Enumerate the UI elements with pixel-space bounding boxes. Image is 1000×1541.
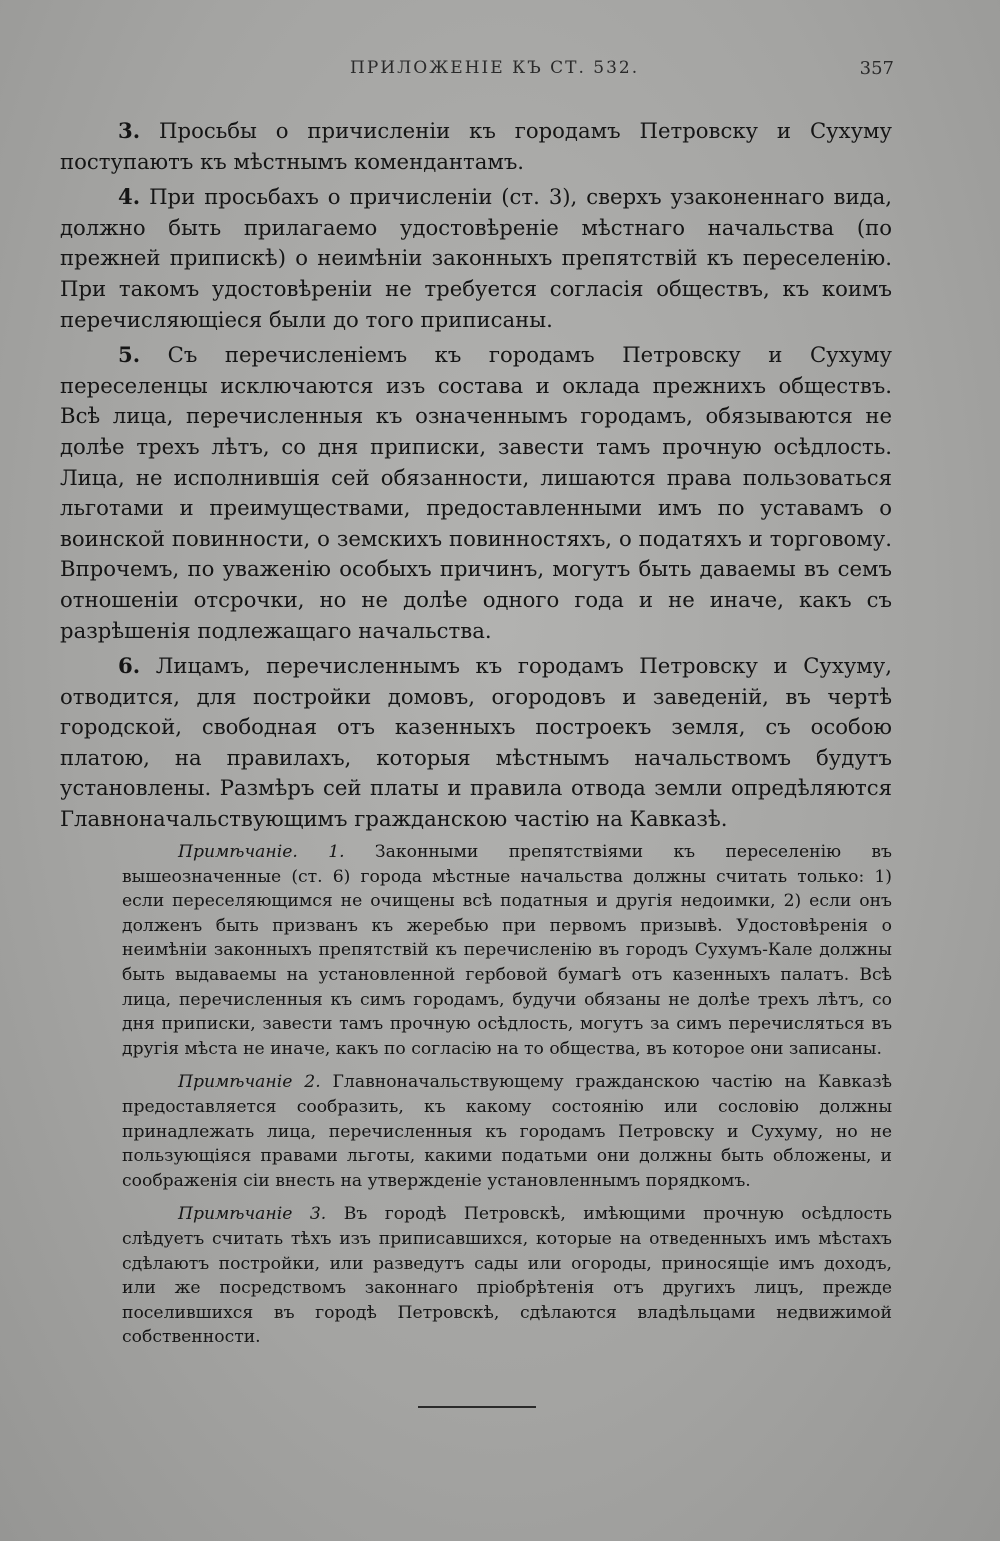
- main-text: [60, 116, 892, 840]
- page-number: 357: [859, 58, 894, 79]
- note-2: [122, 1070, 892, 1193]
- article-6: [60, 651, 892, 835]
- page-header: [60, 58, 894, 88]
- end-rule: [418, 1406, 536, 1408]
- note-3: [122, 1202, 892, 1350]
- note-label: Примѣчаніе. 1.: [178, 842, 345, 862]
- article-3: [60, 116, 892, 177]
- note-label: Примѣчаніе 3.: [178, 1204, 327, 1225]
- note-text: Главноначальствующему гражданскою частію на Кавказѣ предоставляется сообразить, къ какому состоянію или сословію должны принадлежать лица, перечисленныя къ городамъ Петровску и Сухуму, но не пользующіяся правами льготы, какими податьми они должны быть обложены, и соображенія сіи внесть на утвержденіе установленнымъ порядкомъ.: [122, 1072, 892, 1191]
- article-number: 6.: [118, 653, 141, 679]
- article-text: Лицамъ, перечисленнымъ къ городамъ Петровску и Сухуму, отводится, для постройки домовъ, огородовъ и заведеній, въ чертѣ городской, свободная отъ казенныхъ построекъ земля, съ особою платою, на правилахъ, которыя мѣстнымъ начальствомъ будутъ установлены. Размѣръ сей платы и правила отвода земли опредѣляются Главноначальствующимъ гражданскою частію на Кавказѣ.: [60, 653, 892, 832]
- article-text: Просьбы о причисленіи къ городамъ Петровску и Сухуму поступаютъ къ мѣстнымъ комендантамъ.: [60, 118, 892, 174]
- article-5: [60, 340, 892, 646]
- note-1: [122, 840, 892, 1061]
- running-title: ПРИЛОЖЕНІЕ КЪ СТ. 532.: [350, 58, 640, 78]
- note-text: Въ городѣ Петровскѣ, имѣющими прочную осѣдлость слѣдуетъ считать тѣхъ изъ приписавшихся, которые на отведенныхъ имъ мѣстахъ сдѣлаютъ постройки, или разведутъ сады или огороды, приносящіе имъ доходъ, или же посредствомъ законнаго пріобрѣтенія отъ другихъ лицъ, прежде поселившихся въ городѣ Петровскѣ, сдѣлаются владѣльцами недвижимой собственности.: [122, 1204, 892, 1348]
- note-label: Примѣчаніе 2.: [178, 1072, 321, 1093]
- article-text: Съ перечисленіемъ къ городамъ Петровску и Сухуму переселенцы исключаются изъ состава и оклада прежнихъ обществъ. Всѣ лица, перечисленныя къ означеннымъ городамъ, обязываются не долѣе трехъ лѣтъ, со дня приписки, завести тамъ прочную осѣдлость. Лица, не исполнившія сей обязанности, лишаются права пользоваться льготами и преимуществами, предоставленными имъ по уставамъ о воинской повинности, о земскихъ повинностяхъ, о податяхъ и торговому. Впрочемъ, по уваженію особыхъ причинъ, могутъ быть даваемы въ семъ отношеніи отсрочки, но не долѣе одного года и не иначе, какъ съ разрѣшенія подлежащаго начальства.: [60, 342, 892, 643]
- article-number: 4.: [118, 184, 141, 210]
- article-number: 3.: [118, 118, 141, 143]
- notes-section: [122, 840, 892, 1359]
- note-text: Законными препятствіями къ переселенію въ вышеозначенные (ст. 6) города мѣстные начальства должны считать только: 1) если переселяющимся не очищены всѣ податныя и другія недоимки, 2) если онъ долженъ быть призванъ къ жеребью при первомъ призывѣ. Удостовѣренія о неимѣніи законныхъ препятствій къ перечисленію въ городъ Сухумъ-Кале должны быть выдаваемы на установленной гербовой бумагѣ отъ казенныхъ палатъ. Всѣ лица, перечисленныя къ симъ городамъ, будучи обязаны не долѣе трехъ лѣтъ, со дня приписки, завести тамъ прочную осѣдлость, могутъ за симъ перечисляться въ другія мѣста не иначе, какъ по согласію на то общества, въ которое они записаны.: [122, 842, 892, 1059]
- article-4: [60, 182, 892, 335]
- article-text: При просьбахъ о причисленіи (ст. 3), сверхъ узаконеннаго вида, должно быть прилагаемо удостовѣреніе мѣстнаго начальства (по прежней припискѣ) о неимѣніи законныхъ препятствій къ переселенію. При такомъ удостовѣреніи не требуется согласія обществъ, къ коимъ перечисляющіеся были до того приписаны.: [60, 184, 892, 332]
- article-number: 5.: [118, 342, 141, 368]
